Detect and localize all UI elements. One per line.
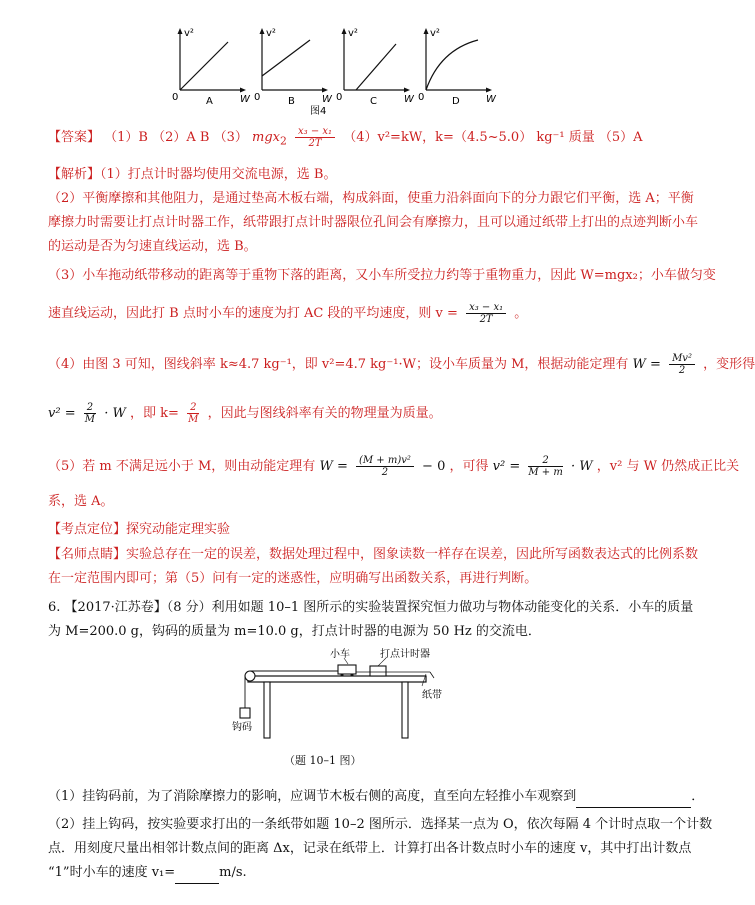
svg-text:B: B bbox=[288, 96, 295, 107]
analysis-line-7: （4）由图 3 可知，图线斜率 k≈4.7 kg⁻¹，即 v²=4.7 kg⁻¹·W；设小车质量为 M，根据动能定理有 W = $\frac{\text{Mv²}}{2}$ ，变形得 bbox=[48, 353, 755, 376]
svg-text:0: 0 bbox=[172, 92, 179, 103]
kaodian-tag: 【考点定位】 bbox=[48, 522, 127, 537]
graph-a bbox=[172, 28, 251, 107]
svg-text:W: W bbox=[404, 94, 414, 105]
analysis-line-9: （5）若 m 不满足远小于 M，则由动能定理有 W = $\frac{\text{(M + m)v²}}{2}$ − 0 ，可得 v² = $\frac{2}{M + m}$ · W ，v² 与 W 仍然成正比关 bbox=[48, 455, 740, 478]
answer-tag: 【答案】 bbox=[48, 130, 101, 145]
svg-text:0: 0 bbox=[254, 92, 261, 103]
svg-text:钩码: 钩码 bbox=[232, 722, 252, 733]
question-line-1: 6. 【2017·江苏卷】（8 分）利用如题 10–1 图所示的实验装置探究恒力做功与物体动能变化的关系．小车的质量 bbox=[48, 600, 694, 615]
analysis-line-6: 速直线运动，因此打 B 点时小车的速度为打 AC 段的平均速度，则 v = $\frac{\text{x₃ − x₁}}{2T}$ 。 bbox=[48, 302, 528, 325]
svg-text:W: W bbox=[240, 94, 250, 105]
car bbox=[338, 665, 356, 674]
answer-part4: （4）v²=kW，k=（4.5~5.0） kg⁻¹ 质量 （5）A bbox=[343, 130, 643, 145]
mingshi-line-1: 【名师点睛】实验总存在一定的误差，数据处理过程中，图象读数一样存在误差，因此所写函数表达式的比例系数 bbox=[48, 547, 699, 562]
svg-text:v²: v² bbox=[266, 28, 276, 39]
graph-c bbox=[336, 28, 415, 107]
mingshi-tag: 【名师点睛】 bbox=[48, 547, 127, 562]
answer-blank-1[interactable] bbox=[576, 787, 691, 808]
analysis-line-8: v² = $\frac{2}{M}$ · W ，即 k= $\frac{2}{M}$ ，因此与图线斜率有关的物理量为质量。 bbox=[48, 402, 442, 425]
figure-4-caption: 图4 bbox=[310, 106, 327, 117]
answer-line: 【答案】 （1）B （2）A B （3） mgx$_2$ $\frac{\text{x₃ − x₁}}{2T}$ （4）v²=kW，k=（4.5~5.0） kg⁻¹ 质量 （5）A bbox=[48, 126, 643, 149]
hook-weight bbox=[240, 708, 250, 718]
apparatus-caption: （题 10–1 图） bbox=[284, 754, 362, 767]
svg-text:小车: 小车 bbox=[330, 649, 350, 660]
svg-text:v²: v² bbox=[430, 28, 440, 39]
svg-text:W: W bbox=[486, 94, 496, 105]
analysis-tag: 【解析】 bbox=[48, 167, 101, 182]
pulley bbox=[245, 671, 255, 681]
svg-text:纸带: 纸带 bbox=[422, 690, 442, 701]
question-part-2c: “1”时小车的速度 v₁= m/s. bbox=[48, 863, 610, 884]
svg-text:W: W bbox=[322, 94, 332, 105]
svg-text:v²: v² bbox=[348, 28, 358, 39]
analysis-line-4: 的运动是否为匀速直线运动，选 B。 bbox=[48, 239, 257, 254]
graph-b bbox=[254, 28, 333, 107]
graph-d bbox=[418, 28, 497, 107]
timer bbox=[370, 666, 386, 676]
svg-text:打点计时器: 打点计时器 bbox=[380, 649, 430, 660]
analysis-line-3: 摩擦力时需要让打点计时器工作，纸带跟打点计时器限位孔间会有摩擦力，且可以通过纸带上打出的点迹判断小车 bbox=[48, 215, 699, 230]
question-part-2b: 点．用刻度尺量出相邻计数点间的距离 Δx，记录在纸带上．计算打出各计数点时小车的速度 v，其中打出计数点 bbox=[48, 841, 692, 856]
kaodian-line: 【考点定位】探究动能定理实验 bbox=[48, 522, 231, 537]
analysis-line-2: （2）平衡摩擦和其他阻力，是通过垫高木板右端，构成斜面，使重力沿斜面向下的分力跟它们平衡，选 A；平衡 bbox=[48, 191, 694, 206]
apparatus-figure bbox=[220, 648, 450, 748]
analysis-line-5: （3）小车拖动纸带移动的距离等于重物下落的距离，又小车所受拉力约等于重物重力，因此 W=mgx₂；小车做匀变 bbox=[48, 268, 716, 283]
answer-graphs bbox=[160, 26, 500, 116]
answer-blank-2[interactable] bbox=[175, 863, 219, 884]
table-leg-left bbox=[264, 682, 270, 738]
question-part-2a: （2）挂上钩码，按实验要求打出的一条纸带如题 10–2 图所示．选择某一点为 O，依次每隔 4 个计时点取一个计数 bbox=[48, 817, 713, 832]
svg-text:v²: v² bbox=[184, 28, 194, 39]
analysis-line-10: 系，选 A。 bbox=[48, 494, 114, 509]
answer-part1: （1）B （2）A B （3） bbox=[104, 130, 248, 145]
table-leg-right bbox=[402, 682, 408, 738]
svg-text:D: D bbox=[452, 96, 460, 107]
answer-mgx: mgx bbox=[252, 130, 280, 145]
mingshi-line-2: 在一定范围内即可；第（5）问有一定的迷惑性，应明确写出函数关系，再进行判断。 bbox=[48, 571, 538, 586]
table-top bbox=[248, 676, 426, 682]
question-line-2: 为 M=200.0 g，钩码的质量为 m=10.0 g，打点计时器的电源为 50 Hz 的交流电． bbox=[48, 624, 541, 639]
analysis-line-1: 【解析】（1）打点计时器均使用交流电源，选 B。 bbox=[48, 167, 337, 182]
svg-text:C: C bbox=[370, 96, 377, 107]
answer-fraction: $\frac{\text{x₃ − x₁}}{2T}$ bbox=[295, 126, 335, 149]
svg-text:0: 0 bbox=[418, 92, 425, 103]
svg-text:0: 0 bbox=[336, 92, 343, 103]
question-number: 6. bbox=[48, 600, 61, 615]
question-part-1: （1）挂钩码前，为了消除摩擦力的影响，应调节木板右侧的高度，直至向左轻推小车观察到 ． bbox=[48, 787, 610, 808]
svg-text:A: A bbox=[206, 96, 213, 107]
